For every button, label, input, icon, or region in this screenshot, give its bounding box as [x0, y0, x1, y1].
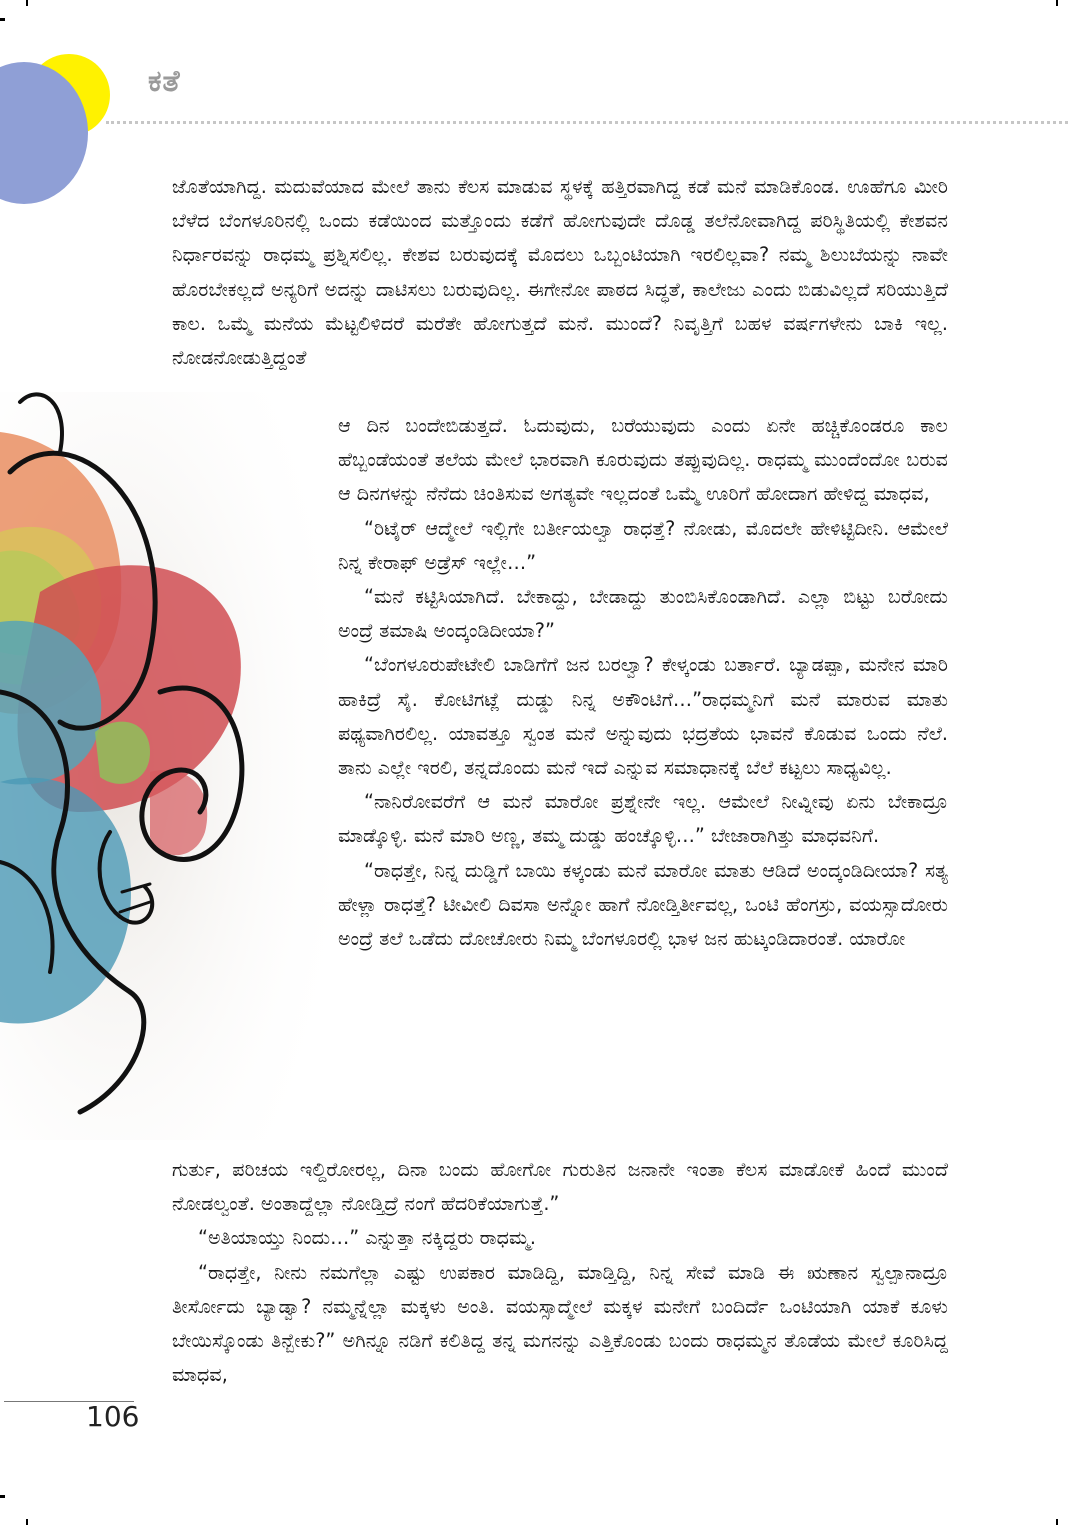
section-title: ಕತೆ	[148, 64, 181, 99]
dialogue-paragraph: “ಮನೆ ಕಟ್ಟಿಸಿಯಾಗಿದೆ. ಬೇಕಾದ್ದು, ಬೇಡಾದ್ದು ತುಂಬಿಸಿಕೊಂಡಾಗಿದೆ. ಎಲ್ಲಾ ಬಿಟ್ಟು ಬರೋದು ಅಂದ್ರೆ ತಮಾಷಿ ಅಂದ್ಕಂಡಿದೀಯಾ?”	[338, 585, 948, 643]
dialogue-paragraph: “ರಾಧತ್ತೇ, ನೀನು ನಮಗೆಲ್ಲಾ ಎಷ್ಟು ಉಪಕಾರ ಮಾಡಿದ್ದಿ, ಮಾಡ್ತಿದ್ದಿ, ನಿನ್ನ ಸೇವೆ ಮಾಡಿ ಈ ಋಣಾನ ಸ್ವಲ್ಪಾನಾದ್ರೂ ತೀರ್ಸೋದು ಬ್ಯಾಡ್ವಾ? ನಮ್ಮನ್ನೆಲ್ಲಾ ಮಕ್ಕಳು ಅಂತಿ. ವಯಸ್ಸಾದ್ಮೇಲೆ ಮಕ್ಕಳ ಮನೇಗೆ ಬಂದಿರ್ದೆ ಒಂಟಿಯಾಗಿ ಯಾಕೆ ಕೂಳು ಬೇಯಿಸ್ಕೊಂಡು ತಿನ್ಬೇಕು?” ಅಗಿನ್ನೂ ನಡಿಗೆ ಕಲಿತಿದ್ದ ತನ್ನ ಮಗನನ್ನು ಎತ್ತಿಕೊಂಡು ಬಂದು ರಾಧಮ್ಮನ ತೊಡೆಯ ಮೇಲೆ ಕೂರಿಸಿದ್ದ ಮಾಧವ,	[172, 1260, 948, 1387]
dialogue-paragraph: “ನಾನಿರೋವರೆಗೆ ಆ ಮನೆ ಮಾರೋ ಪ್ರಶ್ನೇನೇ ಇಲ್ಲ. ಆಮೇಲೆ ನೀವ್ನೀವು ಏನು ಬೇಕಾದ್ರೂ ಮಾಡ್ಕೊಳ್ಳಿ. ಮನೆ ಮಾರಿ ಅಣ್ಣ, ತಮ್ಮ ದುಡ್ಡು ಹಂಚ್ಕೊಳ್ಳಿ…” ಬೇಜಾರಾಗಿತ್ತು ಮಾಧವನಿಗೆ.	[338, 790, 948, 848]
crop-mark	[26, 0, 28, 6]
crop-mark	[1056, 1519, 1058, 1525]
abstract-face-illustration-icon	[0, 392, 330, 1140]
page-number: 106	[86, 1400, 140, 1433]
dialogue-paragraph: “ರಾಧತ್ತೇ, ನಿನ್ನ ದುಡ್ಡಿಗೆ ಬಾಯಿ ಕಳ್ಕಂಡು ಮನೆ ಮಾರೋ ಮಾತು ಆಡಿದೆ ಅಂದ್ಕಂಡಿದೀಯಾ? ಸತ್ಯ ಹೇಳ್ಲಾ ರಾಧತ್ತೆ? ಟೀವೀಲಿ ದಿವಸಾ ಅನ್ನೋ ಹಾಗೆ ನೋಡ್ತಿರ್ತೀವಲ್ಲ, ಒಂಟಿ ಹೆಂಗಸ್ರು, ವಯಸ್ಸಾದೋರು ಅಂದ್ರೆ ತಲೆ ಒಡೆದು ದೋಚೋರು ನಿಮ್ಮ ಬೆಂಗಳೂರಲ್ಲಿ ಭಾಳ ಜನ ಹುಟ್ಕಂಡಿದಾರಂತೆ. ಯಾರೋ	[338, 858, 948, 951]
crop-mark	[0, 1495, 5, 1498]
crop-mark	[1056, 0, 1058, 6]
header-dotted-rule	[106, 121, 1068, 124]
dialogue-paragraph: “ರಿಟೈರ್ ಆದ್ಮೇಲೆ ಇಲ್ಲಿಗೇ ಬರ್ತೀಯಲ್ವಾ ರಾಧತ್ತೆ? ನೋಡು, ಮೊದಲೇ ಹೇಳಿಟ್ಟಿದೀನಿ. ಆಮೇಲೆ ನಿನ್ನ ಕೇರಾಫ್ ಅಡ್ರೆಸ್ ಇಲ್ಲೇ…”	[338, 516, 948, 574]
paragraph-text: ಜೊತೆಯಾಗಿದ್ದ. ಮದುವೆಯಾದ ಮೇಲೆ ತಾನು ಕೆಲಸ ಮಾಡುವ ಸ್ಥಳಕ್ಕೆ ಹತ್ತಿರವಾಗಿದ್ದ ಕಡೆ ಮನೆ ಮಾಡಿಕೊಂಡ. ಊಹೆಗೂ ಮೀರಿ ಬೆಳೆದ ಬೆಂಗಳೂರಿನಲ್ಲಿ ಒಂದು ಕಡೆಯಿಂದ ಮತ್ತೊಂದು ಕಡೆಗೆ ಹೋಗುವುದೇ ದೊಡ್ಡ ತಲೆನೋವಾಗಿದ್ದ ಪರಿಸ್ಥಿತಿಯಲ್ಲಿ ಕೇಶವನ ನಿರ್ಧಾರವನ್ನು ರಾಧಮ್ಮ ಪ್ರಶ್ನಿಸಲಿಲ್ಲ. ಕೇಶವ ಬರುವುದಕ್ಕೆ ಮೊದಲು ಒಬ್ಬಂಟಿಯಾಗಿ ಇರಲಿಲ್ಲವಾ? ನಮ್ಮ ಶಿಲುಬೆಯನ್ನು ನಾವೇ ಹೊರಬೇಕಲ್ಲದೆ ಅನ್ಯರಿಗೆ ಅದನ್ನು ದಾಟಿಸಲು ಬರುವುದಿಲ್ಲ. ಈಗೇನೋ ಪಾಠದ ಸಿದ್ಧತೆ, ಕಾಲೇಜು ಎಂದು ಬಿಡುವಿಲ್ಲದೆ ಸರಿಯುತ್ತಿದೆ ಕಾಲ. ಒಮ್ಮೆ ಮನೆಯ ಮೆಟ್ಟಲಿಳಿದರೆ ಮರೆತೇ ಹೋಗುತ್ತದೆ ಮನೆ. ಮುಂದೆ? ನಿವೃತ್ತಿಗೆ ಬಹಳ ವರ್ಷಗಳೇನು ಬಾಕಿ ಇಲ್ಲ. ನೋಡನೋಡುತ್ತಿದ್ದಂತೆ	[172, 175, 948, 370]
dialogue-paragraph: “ಬೆಂಗಳೂರುಪೇಟೇಲಿ ಬಾಡಿಗೆಗೆ ಜನ ಬರಲ್ವಾ? ಕೇಳ್ಕಂಡು ಬರ್ತಾರೆ. ಬ್ಯಾಡಪ್ಪಾ, ಮನೇನ ಮಾರಿ ಹಾಕಿದ್ರೆ ಸೈ. ಕೋಟಿಗಟ್ಲೆ ದುಡ್ಡು ನಿನ್ನ ಅಕೌಂಟಿಗೆ…”ರಾಧಮ್ಮನಿಗೆ ಮನೆ ಮಾರುವ ಮಾತು ಪಥ್ಯವಾಗಿರಲಿಲ್ಲ. ಯಾವತ್ತೂ ಸ್ವಂತ ಮನೆ ಅನ್ನುವುದು ಭದ್ರತೆಯ ಭಾವನೆ ಕೊಡುವ ಒಂದು ನೆಲೆ. ತಾನು ಎಲ್ಲೇ ಇರಲಿ, ತನ್ನದೊಂದು ಮನೆ ಇದೆ ಎನ್ನುವ ಸಮಾಧಾನಕ್ಕೆ ಬೆಲೆ ಕಟ್ಟಲು ಸಾಧ್ಯವಿಲ್ಲ.	[338, 653, 948, 780]
crop-mark	[26, 1519, 28, 1525]
paragraph-text: ಗುರ್ತು, ಪರಿಚಯ ಇಲ್ದಿರೋರಲ್ಲ, ದಿನಾ ಬಂದು ಹೋಗೋ ಗುರುತಿನ ಜನಾನೇ ಇಂತಾ ಕೆಲಸ ಮಾಡೋಕೆ ಹಿಂದೆ ಮುಂದೆ ನೋಡಲ್ವಂತೆ. ಅಂತಾದ್ದೆಲ್ಲಾ ನೋಡ್ತಿದ್ರೆ ನಂಗೆ ಹೆದರಿಕೆಯಾಗುತ್ತೆ.”	[172, 1158, 948, 1216]
body-column	[338, 409, 948, 956]
illustration-svg	[0, 392, 330, 1140]
dialogue-paragraph: “ಅತಿಯಾಯ್ತು ನಿಂದು…” ಎನ್ನುತ್ತಾ ನಕ್ಕಿದ್ದರು ರಾಧಮ್ಮ.	[198, 1226, 536, 1250]
crop-mark	[0, 18, 5, 21]
paragraph-text: ಆ ದಿನ ಬಂದೇಬಿಡುತ್ತದೆ. ಓದುವುದು, ಬರೆಯುವುದು ಎಂದು ಏನೇ ಹಚ್ಚಿಕೊಂಡರೂ ಕಾಲ ಹೆಬ್ಬಂಡೆಯಂತೆ ತಲೆಯ ಮೇಲೆ ಭಾರವಾಗಿ ಕೂರುವುದು ತಪ್ಪುವುದಿಲ್ಲ. ರಾಧಮ್ಮ ಮುಂದೆಂದೋ ಬರುವ ಆ ದಿನಗಳನ್ನು ನೆನೆದು ಚಿಂತಿಸುವ ಅಗತ್ಯವೇ ಇಲ್ಲದಂತೆ ಒಮ್ಮೆ ಊರಿಗೆ ಹೋದಾಗ ಹೇಳಿದ್ದ ಮಾಧವ,	[338, 414, 948, 506]
body-paragraph	[172, 1153, 948, 1392]
body-paragraph	[172, 170, 948, 375]
